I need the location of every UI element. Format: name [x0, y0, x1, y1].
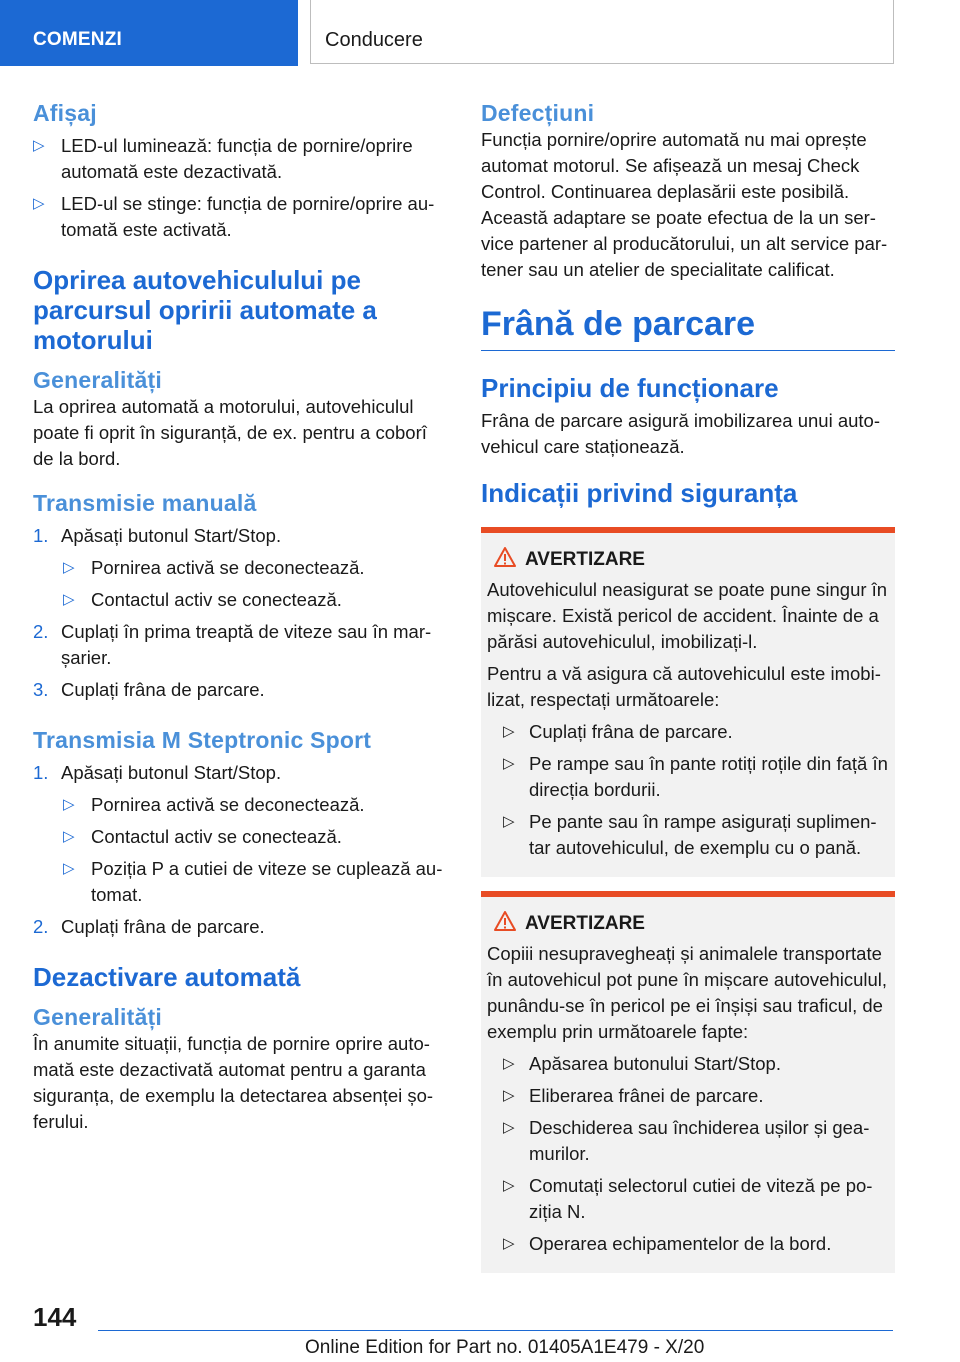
right-column: [481, 100, 895, 1273]
principiu-text: Frâna de parcare asigură imobilizarea unui autovehicul care staționează.: [481, 410, 881, 457]
list-item: ▷ Cuplați frâna de parcare.: [493, 719, 889, 745]
bullet-icon: ▷: [503, 813, 515, 830]
warning-box: [481, 527, 895, 877]
step-item: 1. Apăsați butonul Start/Stop.: [33, 762, 282, 783]
list-item: ▷ LED-ul luminează: funcția de pornire/oprire automată este dezactivată.: [33, 135, 413, 182]
dezactivare-heading: Dezactivare automată: [33, 962, 301, 992]
bullet-icon: ▷: [503, 755, 515, 772]
list-item: ▷ Pe rampe sau în pante rotiți roțile din față în direcția bordurii.: [503, 753, 888, 800]
bullet-icon: ▷: [63, 860, 75, 877]
step-item: 1. Apăsați butonul Start/Stop.: [33, 525, 282, 546]
bullet-icon: ▷: [33, 137, 45, 154]
bullet-icon: ▷: [503, 1055, 515, 1072]
chapter-tab[interactable]: [310, 0, 894, 64]
manuala-heading: Transmisie manuală: [33, 490, 257, 516]
warning-text: Autovehiculul neasigurat se poate pune singur în mișcare. Există pericol de accident. Înainte de a părăsi autovehiculul, imobilizați-l.: [487, 579, 888, 652]
list-item: ▷ Pornirea activă se deconectează.: [63, 792, 448, 818]
chapter-label: Conducere: [325, 29, 423, 51]
bullet-icon: ▷: [503, 1119, 515, 1136]
page-number: 144: [33, 1302, 77, 1332]
bullet-icon: ▷: [63, 828, 75, 845]
bullet-icon: ▷: [503, 1177, 515, 1194]
list-item: ▷ Contactul activ se conectează.: [63, 824, 448, 850]
list-item: ▷ Contactul activ se conectează.: [63, 587, 448, 613]
step-item: 2. Cuplați în prima treaptă de viteze sau în marșarier.: [33, 621, 432, 668]
list-item: ▷ Pe pante sau în rampe asigurați suplimentar autovehiculul, de exemplu cu o pană.: [503, 811, 877, 858]
warning-icon: [493, 546, 517, 568]
oprire-heading: Oprirea autovehiculului pe parcursul opririi automate a motorului: [33, 265, 377, 355]
warning-text: Pentru a vă asigura că autovehiculul este imobilizat, respectați următoarele:: [487, 663, 881, 710]
bullet-icon: ▷: [63, 796, 75, 813]
step-item: 3. Cuplați frâna de parcare.: [33, 679, 265, 700]
section-label: COMENZI: [33, 29, 123, 50]
bullet-icon: ▷: [33, 195, 45, 212]
footer-divider: [98, 1330, 893, 1331]
bullet-icon: ▷: [63, 591, 75, 608]
list-item: ▷ Poziția P a cutiei de viteze se cuplează automat.: [63, 858, 443, 905]
generalitati-text: La oprirea automată a motorului, autovehiculul poate fi oprit în siguranță, de ex. pentru a coborî de la bord.: [33, 396, 427, 469]
list-item: ▷ Eliberarea frânei de parcare.: [493, 1083, 889, 1109]
warning-box: [481, 891, 895, 1273]
warning-icon: [493, 910, 517, 932]
step-item: 2. Cuplați frâna de parcare.: [33, 916, 265, 937]
edition-text: Online Edition for Part no. 01405A1E479 - X/20: [305, 1337, 705, 1358]
page-header: [0, 0, 960, 66]
list-item: ▷ LED-ul se stinge: funcția de pornire/oprire automată este activată.: [33, 193, 435, 240]
frana-heading: Frână de parcare: [481, 305, 895, 351]
afisaj-heading: Afișaj: [33, 100, 97, 126]
steptronic-heading: Transmisia M Steptronic Sport: [33, 727, 372, 753]
list-item: ▷ Comutați selectorul cutiei de viteză pe poziția N.: [503, 1175, 873, 1222]
bullet-icon: ▷: [503, 723, 515, 740]
list-item: ▷ Deschiderea sau închiderea ușilor și geamurilor.: [503, 1117, 870, 1164]
list-item: ▷ Apăsarea butonului Start/Stop.: [493, 1051, 889, 1077]
warning-title: AVERTIZARE: [525, 549, 889, 571]
bullet-icon: ▷: [63, 559, 75, 576]
left-column: [33, 100, 448, 1135]
principiu-heading: Principiu de funcționare: [481, 373, 779, 403]
bullet-icon: ▷: [503, 1087, 515, 1104]
defectiuni-heading: Defecțiuni: [481, 100, 595, 126]
section-tab[interactable]: [0, 0, 298, 66]
warning-title: AVERTIZARE: [525, 913, 889, 935]
dezactivare-text: În anumite situații, funcția de pornire oprire automată este dezactivată automat pentru a garanta siguranța, de exemplu la detectarea absenței șoferului.: [33, 1033, 434, 1132]
siguranta-heading: Indicații privind siguranța: [481, 478, 798, 508]
generalitati-heading: Generalități: [33, 1004, 162, 1030]
warning-text: Copiii nesupravegheați și animalele transportate în autovehicul pot pune în mișcare autovehiculul, punându-se în pericol pe ei înșiși sau traficul, de exemplu prin următoarele fapte:: [487, 943, 888, 1042]
defectiuni-text: Funcția pornire/oprire automată nu mai oprește automat motorul. Se afișează un mesaj Check Control. Continuarea deplasării este posibilă. Această adaptare se poate efectua de la un service partener al producătorului, un alt service partener sau un atelier de specialitate calificat.: [481, 129, 888, 280]
list-item: ▷ Pornirea activă se deconectează.: [63, 555, 448, 581]
list-item: ▷ Operarea echipamentelor de la bord.: [493, 1231, 889, 1257]
generalitati-heading: Generalități: [33, 367, 162, 393]
bullet-icon: ▷: [503, 1235, 515, 1252]
